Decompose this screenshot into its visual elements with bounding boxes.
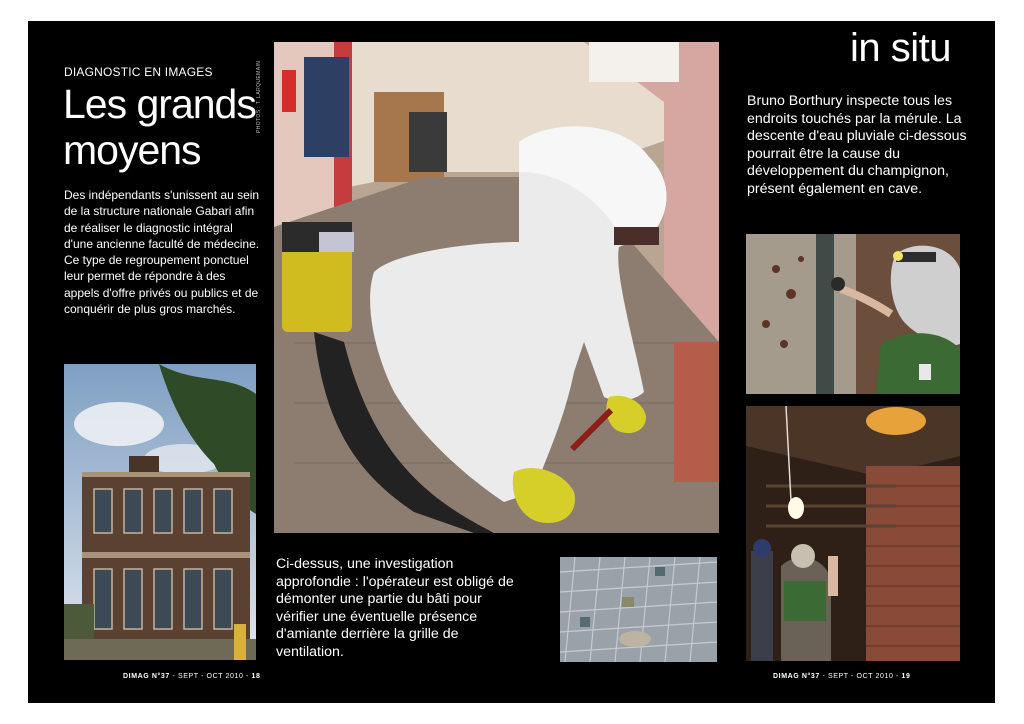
magazine-spread bbox=[28, 21, 995, 703]
photo-credit: PHOTOS : T. LARQUEMAIN bbox=[256, 60, 262, 133]
folio-left-date: - SEPT - OCT 2010 - bbox=[169, 673, 252, 680]
caption-inspection: Bruno Borthury inspecte tous les endroits touchés par la mérule. La descente d'eau pluviale ci-dessous pourrait être la cause du développement du champignon, présent également en cave. bbox=[747, 93, 967, 197]
caption-investigation: Ci-dessus, une investigation approfondie : l'opérateur est obligé de démonter une partie du bâti pour vérifier une éventuelle présence d'amiante derrière la grille de ventilation. bbox=[276, 556, 514, 660]
kicker: DIAGNOSTIC EN IMAGES bbox=[64, 65, 213, 79]
folio-left bbox=[123, 673, 261, 680]
photo-tiles bbox=[560, 557, 717, 662]
photo-operator bbox=[274, 42, 719, 533]
folio-right-page: 19 bbox=[901, 673, 911, 680]
folio-left-mag: DIMAG N°37 bbox=[123, 673, 170, 680]
headline: Les grands moyens bbox=[63, 81, 256, 173]
intro-text: Des indépendants s'unissent au sein de la structure nationale Gabari afin de réaliser le diagnostic intégral d'une ancienne faculté de médecine. Ce type de regroupement ponctuel leur permet de répondre à des appels d'offre privés ou publics et de conquérir de plus gros marchés. bbox=[64, 188, 260, 317]
folio-right-mag: DIMAG N°37 bbox=[773, 673, 820, 680]
folio-right-date: - SEPT - OCT 2010 - bbox=[819, 673, 902, 680]
folio-left-page: 18 bbox=[251, 673, 261, 680]
folio-right bbox=[773, 673, 911, 680]
section-title: in situ bbox=[850, 26, 951, 70]
photo-cellar bbox=[746, 406, 960, 661]
photo-inspector-wall bbox=[746, 234, 960, 394]
photo-building bbox=[64, 364, 256, 660]
